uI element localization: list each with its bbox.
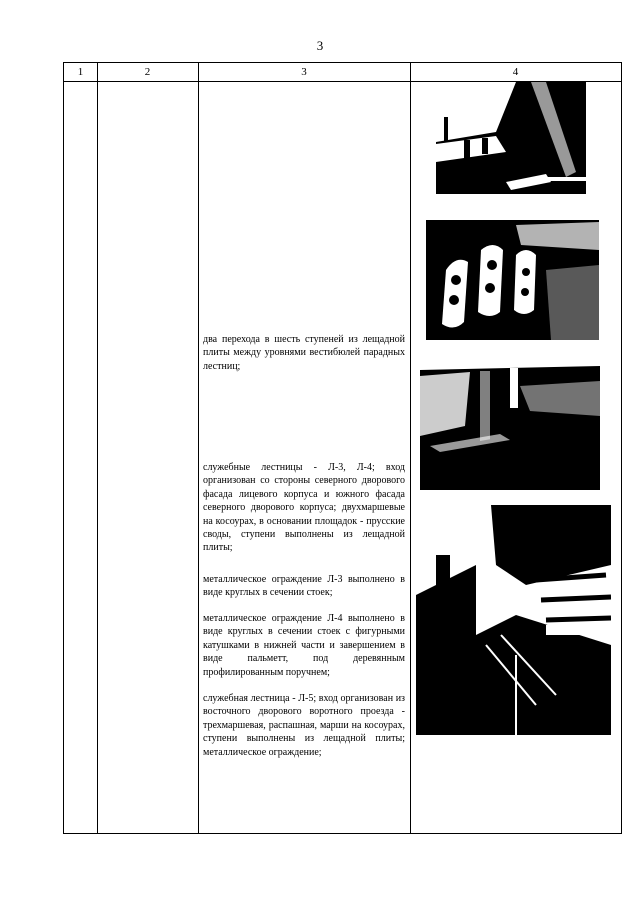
- column-divider: [410, 63, 411, 833]
- header-col-4: 4: [512, 66, 519, 78]
- page-number: 3: [316, 38, 324, 53]
- paragraph-service-stair-l5: служебная лестница - Л-5; вход организован из восточного дворового воротного проезда - трехмаршевая, распашная, марши на косоурах, ступени выполнены из лещадной плиты; металлическое ограждение;: [203, 693, 405, 758]
- paragraph-transitions: два перехода в шесть ступеней из лещадной плиты между уровнями вестибюлей парадных лестниц;: [203, 334, 405, 372]
- service-stair-photo: [416, 505, 611, 735]
- vestibule-photo: [420, 356, 600, 490]
- header-col-3: 3: [301, 66, 307, 78]
- paragraph-railing-l4: металлическое ограждение Л-4 выполнено в виде круглых в сечении стоек с фигурными катушками в нижней части и завершением в виде пальметт, под деревянным профилированным поручнем;: [203, 613, 405, 678]
- column-divider: [198, 63, 199, 833]
- header-col-2: 2: [144, 66, 151, 78]
- header-col-1: 1: [77, 66, 84, 78]
- column-divider: [97, 63, 98, 833]
- paragraph-railing-l3: металлическое ограждение Л-3 выполнено в виде круглых в сечении стоек;: [203, 574, 405, 599]
- balustrade-photo: [426, 210, 599, 340]
- stair-photo-1: [436, 82, 586, 194]
- paragraph-service-stairs-l3-l4: служебные лестницы - Л-3, Л-4; вход организован со стороны северного дворового фасада лицевого корпуса и южного фасада северного дворового корпуса; двухмаршевые на косоурах, в основании площадок - прусские своды, ступени выполнены из лещадной плиты;: [203, 462, 405, 554]
